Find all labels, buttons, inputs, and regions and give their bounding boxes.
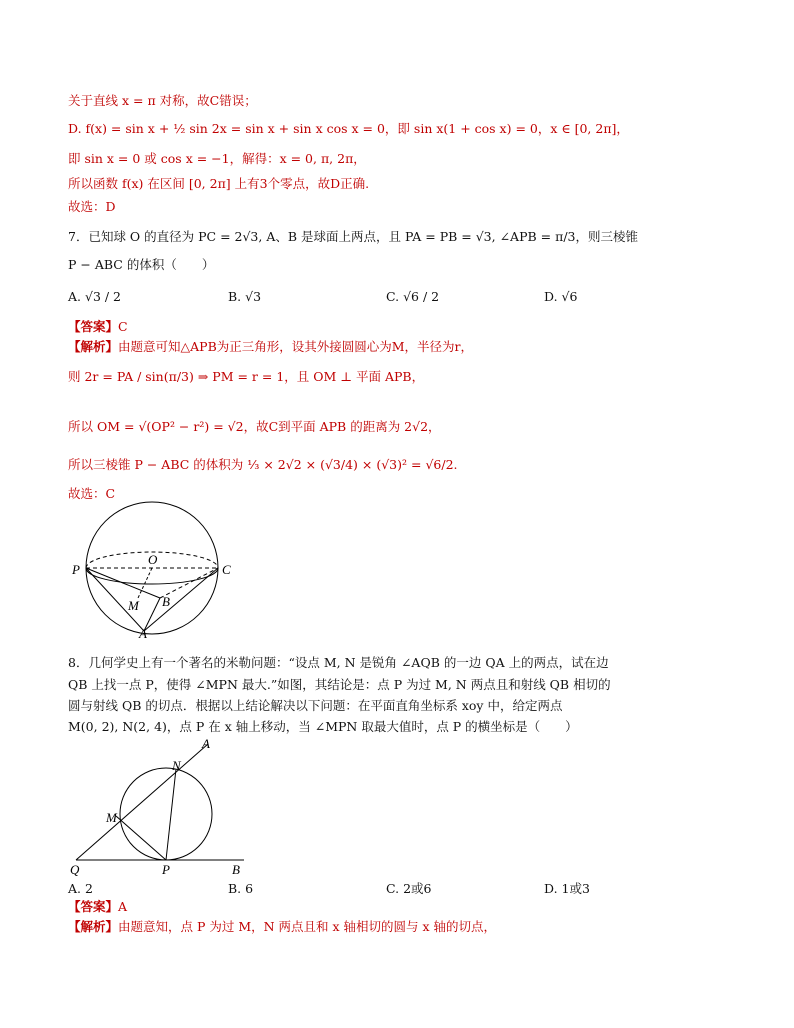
q7-option-c: C. √6 / 2 (386, 289, 440, 304)
fig-label-n: N (172, 758, 181, 773)
fig-label-q: Q (70, 862, 80, 877)
q8-option-c: C. 2或6 (386, 881, 432, 896)
q8-stem-3: 圆与射线 QB 的切点．根据以上结论解决以下问题：在平面直角坐标系 xoy 中，给定两点 (68, 698, 563, 713)
q8-answer (68, 898, 127, 916)
analysis-text: 由题意可知△APB为正三角形，设其外接圆圆心为M，半径为r， (118, 339, 474, 354)
q8-option-b: B. 6 (228, 881, 254, 896)
solution-line-3: 即 sin x = 0 或 cos x = −1，解得：x = 0, π, 2π， (68, 151, 366, 166)
analysis-text: 由题意知，点 P 为过 M，N 两点且和 x 轴相切的圆与 x 轴的切点， (118, 919, 497, 934)
q7-option-a: A. √3 / 2 (68, 289, 122, 304)
edge-pb (86, 568, 160, 598)
solution-line-1: 关于直线 x = π 对称，故C错误； (68, 93, 257, 108)
q8-stem-2: QB 上找一点 P，使得 ∠MPN 最大.”如图，其结论是：点 P 为过 M, N 两点且和射线 QB 相切的 (68, 677, 611, 692)
answer-value: A (118, 899, 128, 914)
ray-qa (76, 744, 208, 860)
fig-label-p: P (162, 862, 170, 877)
label-o: O (148, 552, 158, 567)
q8-option-d: D. 1或3 (544, 881, 590, 896)
label-m: M (128, 598, 139, 613)
fig-label-m: M (106, 810, 117, 825)
q8-stem-4: M(0, 2), N(2, 4)，点 P 在 x 轴上移动，当 ∠MPN 取最大值时，点 P 的横坐标是（ ） (68, 719, 578, 734)
q7-option-d: D. √6 (544, 289, 578, 304)
fig-label-a: A (202, 736, 210, 751)
q7-sphere-figure (66, 498, 246, 638)
solution-line-2: D. f(x) = sin x + ½ sin 2x = sin x + sin x cos x = 0，即 sin x(1 + cos x) = 0，x ∈ [0, 2π]， (68, 121, 629, 136)
label-p: P (72, 562, 80, 577)
label-c: C (222, 562, 231, 577)
q7-answer (68, 318, 128, 336)
q8-stem-1: 8．几何学史上有一个著名的米勒问题：“设点 M, N 是锐角 ∠AQB 的一边 QA 上的两点，试在边 (68, 655, 609, 670)
label-a: A (139, 626, 147, 638)
analysis-tag: 【解析】 (68, 919, 119, 934)
fig-label-b: B (232, 862, 240, 877)
q8-option-a: A. 2 (68, 881, 93, 896)
segment-mp (116, 816, 166, 860)
q8-analysis-1 (68, 918, 496, 936)
solution-choice: 故选：D (68, 199, 116, 214)
segment-np (166, 769, 176, 860)
solution-line-4: 所以函数 f(x) 在区间 [0, 2π] 上有3个零点，故D正确. (68, 176, 370, 191)
q7-option-b: B. √3 (228, 289, 262, 304)
q7-analysis-1 (68, 338, 473, 356)
q7-stem-1: 7．已知球 O 的直径为 PC = 2√3, A、B 是球面上两点，且 PA = PB = √3, ∠APB = π/3，则三棱锥 (68, 229, 638, 244)
q7-analysis-2: 则 2r = PA / sin(π/3) ⇒ PM = r = 1，且 OM ⊥ 平面 APB， (68, 369, 425, 384)
answer-value: C (118, 319, 128, 334)
answer-tag: 【答案】 (68, 899, 119, 914)
q7-stem-2: P − ABC 的体积（ ） (68, 257, 215, 272)
q7-choice: 故选：C (68, 486, 116, 501)
answer-tag: 【答案】 (68, 319, 119, 334)
edge-ac (144, 568, 218, 631)
q7-analysis-4: 所以三棱锥 P − ABC 的体积为 ⅓ × 2√2 × (√3/4) × (√3)² = √6/2. (68, 457, 458, 472)
analysis-tag: 【解析】 (68, 339, 119, 354)
q8-miller-figure (66, 734, 256, 878)
tangent-circle (120, 768, 212, 860)
q7-analysis-3: 所以 OM = √(OP² − r²) = √2，故C到平面 APB 的距离为 2√2， (68, 419, 441, 434)
label-b: B (162, 594, 170, 609)
